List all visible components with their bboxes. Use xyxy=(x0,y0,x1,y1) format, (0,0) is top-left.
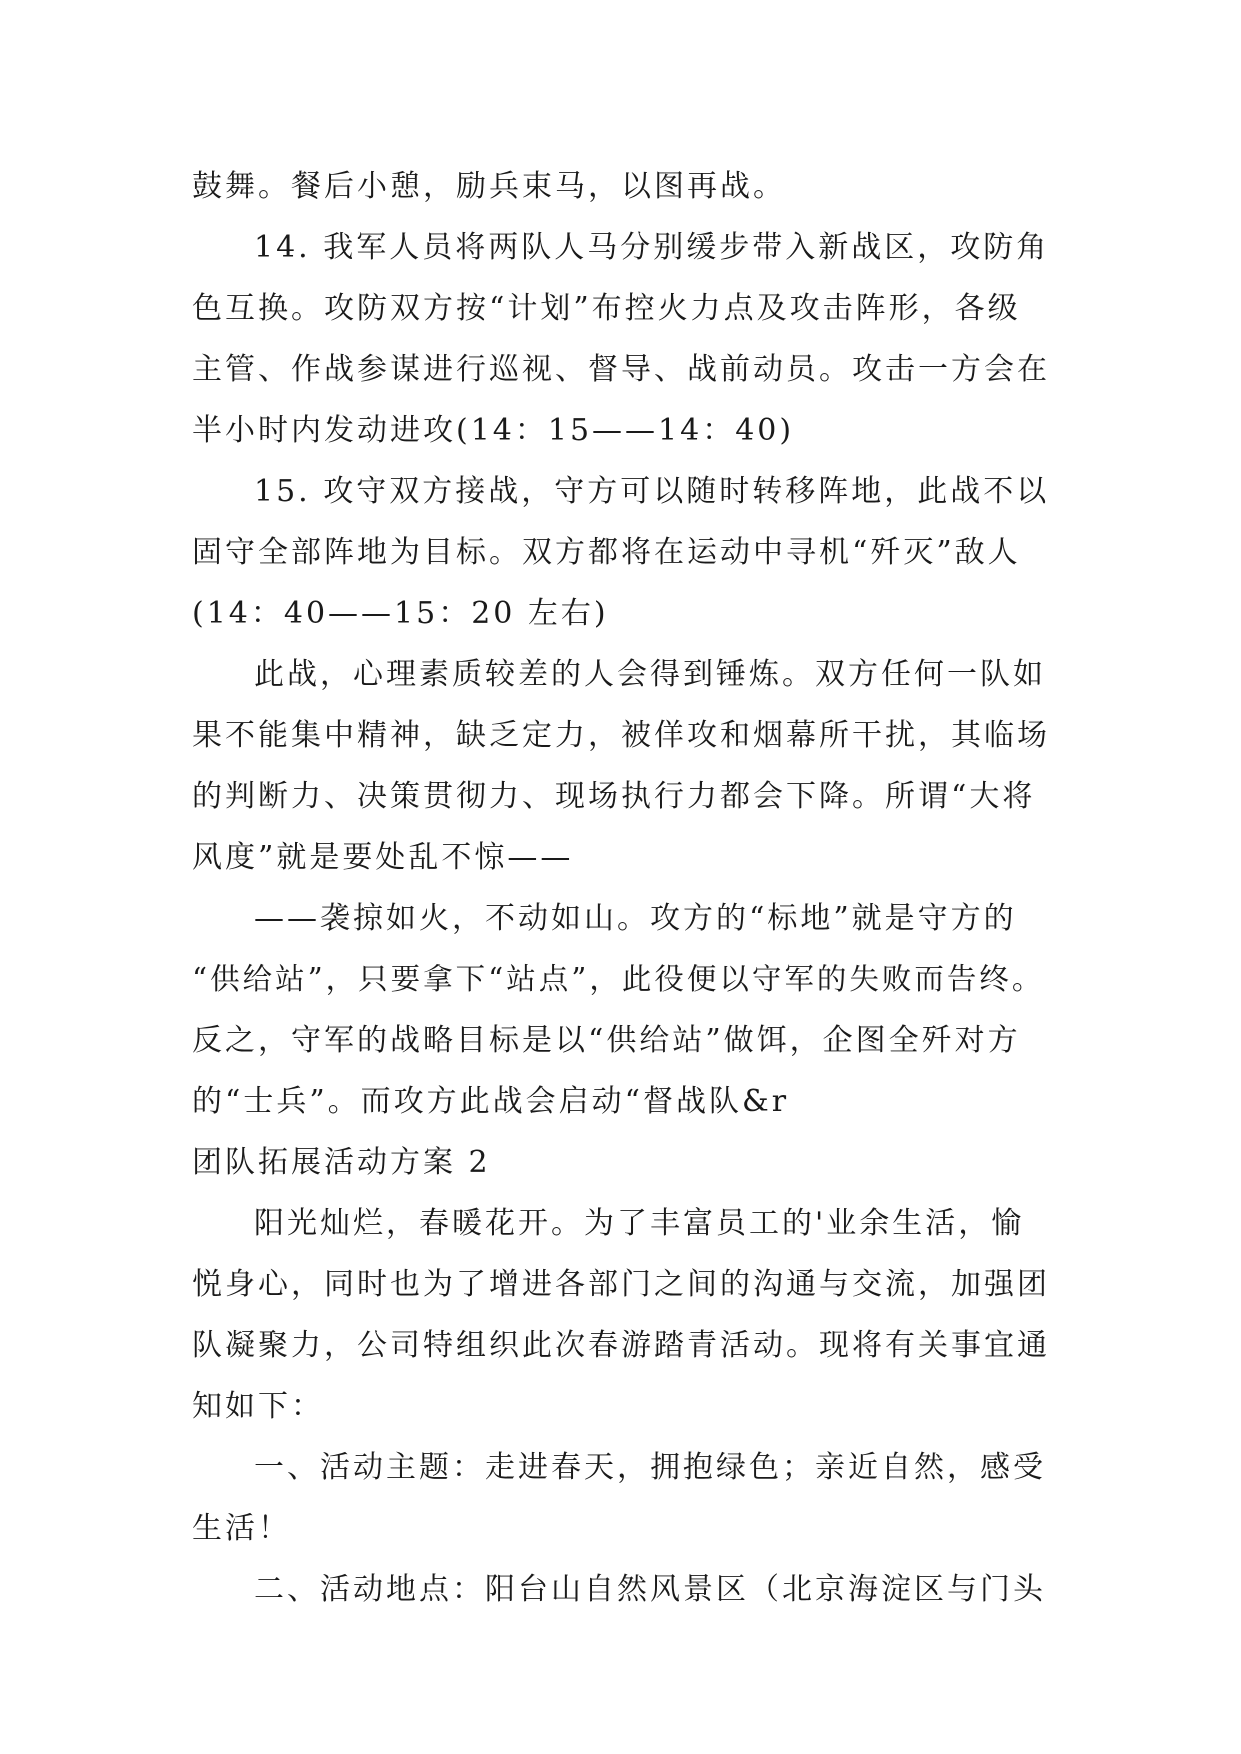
paragraph-line: 风度”就是要处乱不惊—— xyxy=(192,840,574,875)
paragraph-line: 二、活动地点：阳台山自然风景区（北京海淀区与门头 xyxy=(254,1572,1046,1607)
paragraph-line: 的“士兵”。而攻方此战会启动“督战队&r xyxy=(192,1084,790,1119)
paragraph-line: 一、活动主题：走进春天，拥抱绿色；亲近自然，感受 xyxy=(254,1450,1046,1485)
paragraph-line: (14：40——15：20 左右) xyxy=(192,596,609,631)
paragraph-line: 此战，心理素质较差的人会得到锤炼。双方任何一队如 xyxy=(254,657,1046,692)
paragraph-line: 鼓舞。餐后小憩，励兵束马，以图再战。 xyxy=(192,169,786,204)
paragraph-line: 知如下： xyxy=(192,1389,324,1424)
paragraph-line: 15. 攻守双方接战，守方可以随时转移阵地，此战不以 xyxy=(254,474,1050,509)
section-heading: 团队拓展活动方案 2 xyxy=(192,1145,491,1180)
paragraph-line: 队凝聚力，公司特组织此次春游踏青活动。现将有关事宜通 xyxy=(192,1328,1050,1363)
paragraph-line: “供给站”，只要拿下“站点”，此役便以守军的失败而告终。 xyxy=(192,962,1045,996)
paragraph-line: 反之，守军的战略目标是以“供给站”做饵，企图全歼对方 xyxy=(192,1023,1021,1058)
document-body xyxy=(192,156,1052,1620)
paragraph-line: 果不能集中精神，缺乏定力，被佯攻和烟幕所干扰，其临场 xyxy=(192,718,1050,753)
paragraph-line: ——袭掠如火，不动如山。攻方的“标地”就是守方的 xyxy=(254,901,1017,936)
paragraph-line: 阳光灿烂，春暖花开。为了丰富员工的'业余生活，愉 xyxy=(254,1206,1025,1241)
paragraph-line: 固守全部阵地为目标。双方都将在运动中寻机“歼灭”敌人 xyxy=(192,535,1021,570)
paragraph-line: 主管、作战参谋进行巡视、督导、战前动员。攻击一方会在 xyxy=(192,352,1050,387)
paragraph-line: 的判断力、决策贯彻力、现场执行力都会下降。所谓“大将 xyxy=(192,779,1036,814)
paragraph-line: 生活！ xyxy=(192,1511,291,1546)
paragraph-line: 半小时内发动进攻(14：15——14：40) xyxy=(192,413,795,448)
paragraph-line: 悦身心，同时也为了增进各部门之间的沟通与交流，加强团 xyxy=(192,1267,1050,1302)
paragraph-line: 14. 我军人员将两队人马分别缓步带入新战区，攻防角 xyxy=(254,230,1050,265)
paragraph-line: 色互换。攻防双方按“计划”布控火力点及攻击阵形，各级 xyxy=(192,291,1021,326)
